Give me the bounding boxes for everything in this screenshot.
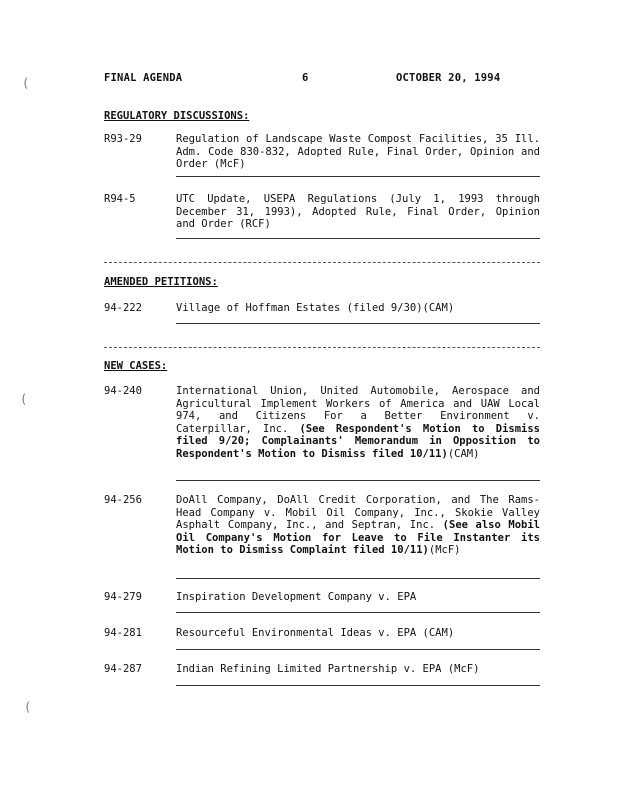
item-description: International Union, United Automobile, Aerospace and Agricultural Implement Workers of America and UAW Local 974, and Citizens For a Better Environment v. Caterpillar, Inc. (See Respondent's Motion to Dismiss filed 9/20; Complainants' Memorandum in Opposition to Respondent's Motion to Dismiss filed 10/11)(CAM) — [176, 385, 540, 460]
scan-mark: ( — [20, 392, 28, 406]
section-heading-amended: AMENDED PETITIONS: — [104, 276, 218, 288]
scan-mark: ( — [22, 76, 30, 90]
divider — [176, 649, 540, 650]
item-number: 94-240 — [104, 385, 142, 397]
item-number: R93-29 — [104, 133, 142, 145]
item-number: 94-279 — [104, 591, 142, 603]
item-number: 94-256 — [104, 494, 142, 506]
divider — [176, 238, 540, 239]
divider — [176, 612, 540, 613]
agenda-title: FINAL AGENDA — [104, 72, 183, 84]
divider — [176, 685, 540, 686]
divider — [176, 480, 540, 481]
item-number: 94-281 — [104, 627, 142, 639]
section-heading-new-cases: NEW CASES: — [104, 360, 168, 372]
section-heading-regulatory: REGULATORY DISCUSSIONS: — [104, 110, 250, 122]
scan-mark: ( — [24, 700, 32, 714]
item-description: Indian Refining Limited Partnership v. EPA (McF) — [176, 663, 480, 675]
item-number: 94-287 — [104, 663, 142, 675]
item-description: Inspiration Development Company v. EPA — [176, 591, 417, 603]
item-description: UTC Update, USEPA Regulations (July 1, 1993 through December 31, 1993), Adopted Rule, Final Order, Opinion and Order (RCF) — [176, 193, 540, 231]
section-divider — [104, 262, 540, 263]
item-description: DoAll Company, DoAll Credit Corporation, and The Rams-Head Company v. Mobil Oil Company, Inc., Skokie Valley Asphalt Company, Inc., and Septran, Inc. (See also Mobil Oil Company's Motion for Leave to File Instanter its Motion to Dismiss Complaint filed 10/11)(McF) — [176, 494, 540, 557]
divider — [176, 578, 540, 579]
page-number: 6 — [302, 72, 309, 84]
item-description: Regulation of Landscape Waste Compost Facilities, 35 Ill. Adm. Code 830-832, Adopted Rule, Final Order, Opinion and Order (McF) — [176, 133, 540, 171]
divider — [176, 323, 540, 324]
agenda-date: OCTOBER 20, 1994 — [396, 72, 501, 84]
item-description: Resourceful Environmental Ideas v. EPA (CAM) — [176, 627, 455, 639]
divider — [176, 176, 540, 177]
item-number: R94-5 — [104, 193, 136, 205]
item-number: 94-222 — [104, 302, 142, 314]
section-divider — [104, 347, 540, 348]
item-description: Village of Hoffman Estates (filed 9/30)(CAM) — [176, 302, 455, 314]
